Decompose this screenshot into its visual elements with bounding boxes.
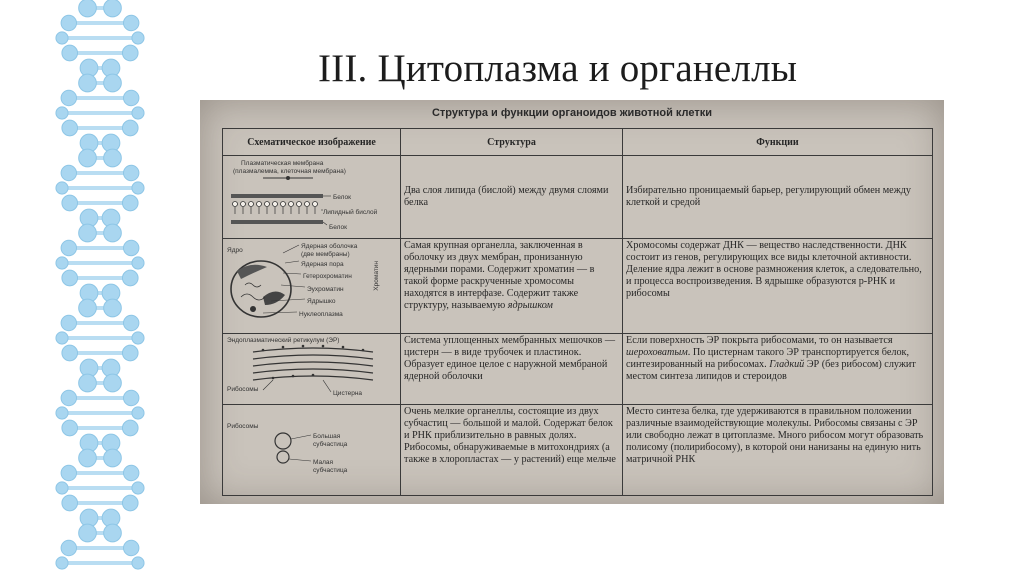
dna-ball: [61, 390, 76, 405]
dna-ball: [104, 449, 122, 467]
dna-ball: [132, 332, 144, 344]
dna-ball: [56, 407, 68, 419]
dna-ball: [62, 195, 78, 211]
membrane-scheme: [223, 156, 401, 239]
dna-ball: [122, 120, 138, 136]
smooth-er-term: Гладкий: [769, 359, 805, 370]
er-functions-text-a: Если поверхность ЭР покрыта рибосомами, то он называется: [626, 335, 893, 346]
dna-ball: [122, 45, 138, 61]
scheme-label: Цистерна: [333, 390, 363, 397]
dna-ball: [61, 90, 76, 105]
dna-ball: [104, 74, 122, 92]
dna-ball: [79, 149, 97, 167]
scheme-label: Ядерная оболочка: [301, 243, 358, 250]
dna-ball: [56, 332, 68, 344]
dna-ball: [56, 107, 68, 119]
dna-ball: [56, 257, 68, 269]
dna-ball: [62, 270, 78, 286]
scheme-label: субчастица: [313, 441, 348, 448]
membrane-diagram-icon: [223, 156, 401, 236]
dna-ball: [123, 315, 138, 330]
dna-ball: [123, 165, 138, 180]
dna-ball: [79, 374, 97, 392]
dna-ball: [132, 182, 144, 194]
dna-ball: [61, 165, 76, 180]
dna-ball: [122, 495, 138, 511]
dna-ball: [61, 240, 76, 255]
dna-ball: [122, 270, 138, 286]
scheme-label: Ядерная пора: [301, 261, 344, 268]
dna-ball: [132, 32, 144, 44]
membrane-structure: Два слоя липида (бислой) между двумя слоями белка: [401, 156, 623, 239]
dna-ball: [56, 557, 68, 569]
er-functions: [623, 334, 933, 405]
dna-ball: [123, 465, 138, 480]
scheme-label: Нуклеоплазма: [299, 311, 343, 318]
dna-ball: [123, 390, 138, 405]
header-structure: Структура: [401, 129, 623, 156]
scheme-label: Плазматическая мембрана: [241, 160, 324, 167]
dna-ball: [104, 224, 122, 242]
scheme-label: (две мембраны): [301, 251, 350, 258]
dna-ball: [132, 482, 144, 494]
dna-ball: [79, 224, 97, 242]
dna-ball: [123, 15, 138, 30]
dna-ball: [132, 407, 144, 419]
nucleolus-term: ядрышком: [507, 300, 553, 311]
scheme-label: Ядро: [227, 247, 243, 254]
dna-ball: [123, 540, 138, 555]
nucleus-functions: Хромосомы содержат ДНК — вещество наследственности. ДНК состоит из генов, регулирующих все виды клеточной активности. Деление ядра лежит в основе размножения клеток, а следовательно, и процесса воспроизведения. В ядрышке образуются р-РНК и рибосомы: [623, 239, 933, 334]
nucleus-structure: [401, 239, 623, 334]
nucleus-structure-text: Самая крупная органелла, заключенная в оболочку из двух мембран, пронизанную ядерными порами. Содержит хроматин — в такой форме раскрученные хромосомы находятся в интерфазе. Содержит также структуру, называемую: [404, 240, 595, 311]
dna-ball: [62, 345, 78, 361]
er-diagram-icon: [223, 334, 401, 402]
scheme-label: Липидный бислой: [323, 209, 378, 216]
table-row: [223, 405, 933, 496]
membrane-functions: Избирательно проницаемый барьер, регулирующий обмен между клеткой и средой: [623, 156, 933, 239]
er-functions-text-c: ЭР (без рибосом) служит местом синтеза липидов и стероидов: [626, 359, 916, 382]
dna-ball: [56, 182, 68, 194]
dna-ball: [122, 420, 138, 436]
scheme-label: Эндоплазматический ретикулум (ЭР): [227, 337, 340, 344]
scheme-label: Хроматин: [373, 261, 380, 291]
scheme-label: Гетерохроматин: [303, 273, 352, 280]
dna-ball: [122, 195, 138, 211]
ribosome-functions: Место синтеза белка, где удерживаются в правильном положении различные взаимодействующие молекулы. Рибосомы связаны с ЭР или свободно лежат в цитоплазме. Много рибосом могут образовать полисому (полирибосому), в которой они нанизаны на единую нить матричной РНК: [623, 405, 933, 496]
scheme-label: Эухроматин: [307, 286, 344, 293]
table-row: [223, 334, 933, 405]
dna-ball: [79, 449, 97, 467]
scheme-label: субчастица: [313, 467, 348, 474]
nucleus-diagram-icon: [223, 239, 401, 331]
dna-ball: [61, 15, 76, 30]
dna-ball: [79, 74, 97, 92]
dna-ball: [123, 240, 138, 255]
dna-ball: [79, 299, 97, 317]
scheme-label: (плазмалемма, клеточная мембрана): [233, 168, 346, 175]
header-scheme: Схематическое изображение: [223, 129, 401, 156]
dna-ball: [61, 465, 76, 480]
dna-ball: [132, 257, 144, 269]
dna-ball: [104, 299, 122, 317]
dna-ball: [62, 495, 78, 511]
dna-ball: [104, 524, 122, 542]
ribosome-diagram-icon: [223, 405, 401, 493]
dna-ball: [104, 374, 122, 392]
dna-ball: [104, 149, 122, 167]
table-caption: Структура и функции органоидов животной клетки: [431, 107, 713, 119]
dna-ball: [132, 107, 144, 119]
dna-ball: [61, 315, 76, 330]
scheme-label: Большая: [313, 433, 341, 440]
dna-ball: [79, 0, 97, 17]
slide-title: III. Цитоплазма и органеллы: [318, 47, 798, 90]
scheme-label: Рибосомы: [227, 423, 259, 430]
nucleus-scheme: [223, 239, 401, 334]
er-scheme: [223, 334, 401, 405]
scheme-label: Малая: [313, 459, 334, 466]
dna-ball: [62, 120, 78, 136]
scheme-label: Белок: [333, 194, 351, 201]
organelles-table: [222, 128, 933, 496]
dna-ball: [132, 557, 144, 569]
er-functions-text-b: . По цистернам такого ЭР транспортируется белок, синтезированный на рибосомах.: [626, 347, 910, 370]
dna-ball: [104, 0, 122, 17]
table-photo: [200, 100, 944, 504]
dna-ball: [62, 420, 78, 436]
dna-ball: [56, 482, 68, 494]
scheme-label: Ядрышко: [307, 298, 336, 305]
dna-ball: [123, 90, 138, 105]
dna-helix-icon: [40, 0, 180, 574]
dna-ball: [79, 524, 97, 542]
rough-er-term: шероховатым: [626, 347, 688, 358]
dna-ball: [122, 345, 138, 361]
dna-ball: [61, 540, 76, 555]
table-row: [223, 156, 933, 239]
header-functions: Функции: [623, 129, 933, 156]
table-row: [223, 239, 933, 334]
ribosome-structure: Очень мелкие органеллы, состоящие из двух субчастиц — большой и малой. Содержат белок и РНК приблизительно в равных долях. Рибосомы, обнаруживаемые в митохондриях (а также в хлоропластах — у растений) еще мельче: [401, 405, 623, 496]
dna-ball: [56, 32, 68, 44]
scheme-label: Рибосомы: [227, 386, 259, 393]
scheme-label: Белок: [329, 224, 347, 231]
ribosome-scheme: [223, 405, 401, 496]
er-structure: Система уплощенных мембранных мешочков — цистерн — в виде трубочек и пластинок. Образует единое целое с наружной мембраной ядерной оболочки: [401, 334, 623, 405]
dna-ball: [62, 45, 78, 61]
